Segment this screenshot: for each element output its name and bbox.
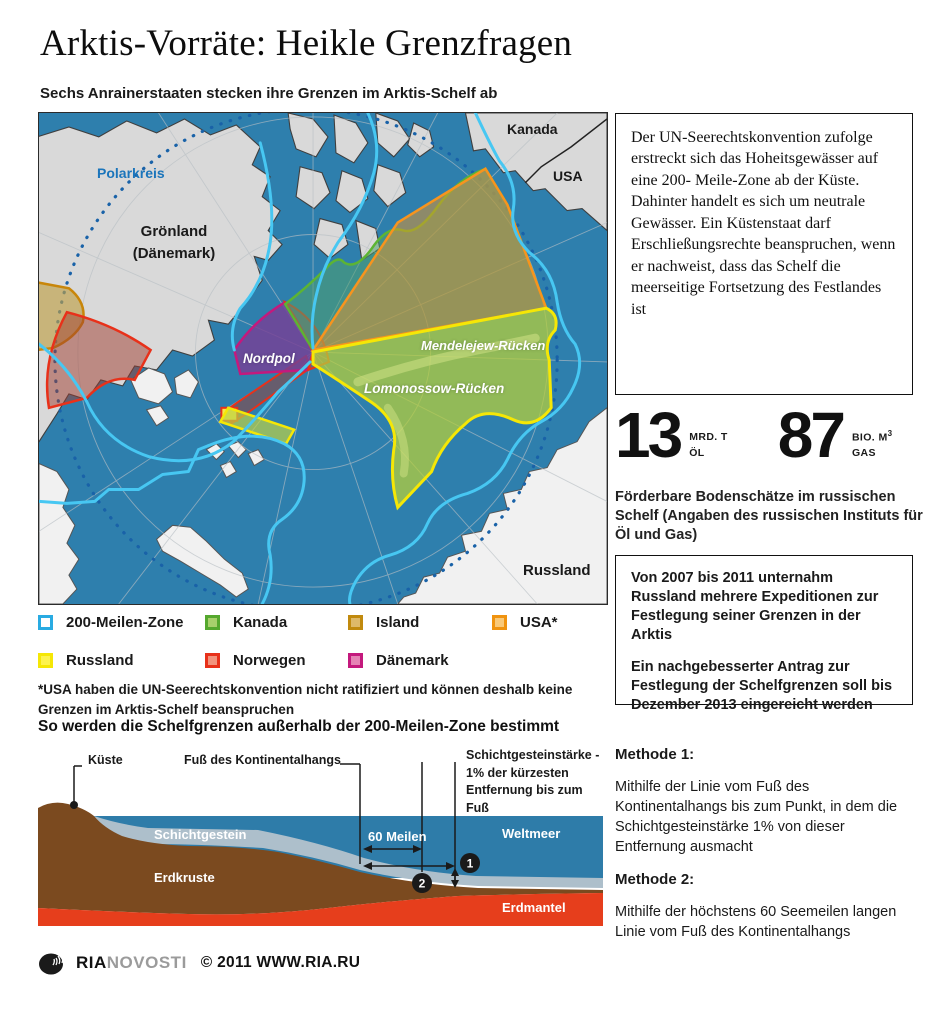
methods-block (615, 746, 917, 956)
arctic-map (38, 112, 608, 605)
map-label-mendelejew: Mendelejew-Rücken (421, 338, 546, 353)
legend-swatch-200-meilen-zone (38, 615, 53, 630)
map-label-russland: Russland (523, 562, 591, 579)
svg-text:2: 2 (418, 876, 426, 891)
gas-value: 87 (777, 399, 843, 471)
method-1-text: Mithilfe der Linie vom Fuß des Kontinentalhangs bis zum Punkt, in dem die Schichtgesteinstärke 1% von dieser Entfernung ausmacht (615, 779, 898, 855)
diagram-label-fuss: Fuß des Kontinentalhangs (184, 753, 341, 767)
footer (38, 950, 360, 976)
section-title: So werden die Schelfgrenzen außerhalb der 200-Meilen-Zone bestimmt (38, 718, 560, 735)
arctic-map-canvas (39, 113, 607, 604)
map-label-groenland: Grönland (Dänemark) (132, 223, 216, 262)
legend-item-norwegen: Norwegen (205, 650, 306, 671)
map-label-polarkreis: Polarkreis (97, 165, 165, 181)
oil-units: MRD. T ÖL (689, 431, 728, 460)
diagram-label-schichtgestein: Schichtgestein (154, 827, 247, 842)
legend-item-island: Island (348, 612, 419, 633)
diagram-label-kueste: Küste (88, 753, 123, 767)
diagram-label-erdkruste: Erdkruste (154, 870, 215, 885)
method-1-title: Methode 1: (615, 746, 695, 763)
method-2-title: Methode 2: (615, 871, 695, 888)
brand-text: RIANOVOSTI (76, 953, 187, 972)
diagram-label-60-meilen: 60 Meilen (368, 829, 427, 844)
legend-item-200-meilen-zone: 200-Meilen-Zone (38, 612, 184, 633)
oil-stat (615, 399, 728, 471)
oil-value: 13 (615, 399, 681, 471)
shelf-diagram (38, 744, 603, 932)
un-convention-info-box (615, 113, 913, 395)
legend-item-russland: Russland (38, 650, 134, 671)
method-2-text: Mithilfe der höchstens 60 Seemeilen langen Linie vom Fuß des Kontinentalhangs (615, 904, 897, 940)
map-label-lomonossow: Lomonossow-Rücken (364, 381, 505, 396)
un-convention-text: Der UN-Seerechtskonvention zufolge erstreckt sich das Hoheitsgewässer auf eine 200- Meile-Zone ab der Küste. Dahinter handelt es sich um neutrale Gewässer. Ein Küstenstaat darf Erschließungsrechte beanspruchen, wenn er nachweist, dass das Schelf die meerseitige Fortsetzung des Festlandes ist (631, 129, 896, 318)
map-label-nordpol: Nordpol (243, 351, 295, 366)
gas-units: BIO. $M^3$ GAS (851, 428, 893, 460)
legend-swatch-daenemark (348, 653, 363, 668)
legend-swatch-island (348, 615, 363, 630)
legend-swatch-norwegen (205, 653, 220, 668)
map-label-usa: USA (553, 168, 583, 184)
legend-item-usa: USA* (492, 612, 558, 633)
legend-item-daenemark: Dänemark (348, 650, 449, 671)
diagram-label-erdmantel: Erdmantel (502, 900, 566, 915)
copyright-text: © 2011 WWW.RIA.RU (200, 954, 361, 971)
stats-caption: Förderbare Bodenschätze im russischen Schelf (Angaben des russischen Instituts für Öl und Gas) (615, 489, 923, 543)
legend-swatch-kanada (205, 615, 220, 630)
resource-stats (615, 399, 893, 471)
legend-swatch-russland (38, 653, 53, 668)
marker-2 (412, 873, 432, 893)
gas-stat (777, 399, 893, 471)
ria-novosti-logo-icon (38, 950, 68, 976)
page-subtitle: Sechs Anrainerstaaten stecken ihre Grenzen im Arktis-Schelf ab (40, 85, 498, 102)
diagram-label-weltmeer: Weltmeer (502, 826, 561, 841)
legend-swatch-usa (492, 615, 507, 630)
svg-text:1: 1 (466, 856, 474, 871)
map-label-kanada: Kanada (507, 121, 558, 137)
expeditions-paragraph-1: Von 2007 bis 2011 unternahm Russland mehrere Expeditionen zur Festlegung seiner Grenzen in der Arktis (631, 570, 879, 644)
kueste-dot (70, 801, 78, 809)
diagram-note-schichtgestein: Schichtgesteinstärke - 1% der kürzesten Entfernung bis zum Fuß (466, 748, 600, 815)
legend-item-kanada: Kanada (205, 612, 287, 633)
legend-footnote: *USA haben die UN-Seerechtskonvention nicht ratifiziert und können deshalb keine Grenzen im Arktis-Schelf beanspruchen (38, 682, 573, 718)
marker-1 (460, 853, 480, 873)
page-title: Arktis-Vorräte: Heikle Grenzfragen (40, 23, 573, 64)
expeditions-paragraph-2: Ein nachgebesserter Antrag zur Festlegung der Schelfgrenzen soll bis Dezember 2013 eingereicht werden (631, 658, 893, 713)
expeditions-info-box (615, 555, 913, 713)
